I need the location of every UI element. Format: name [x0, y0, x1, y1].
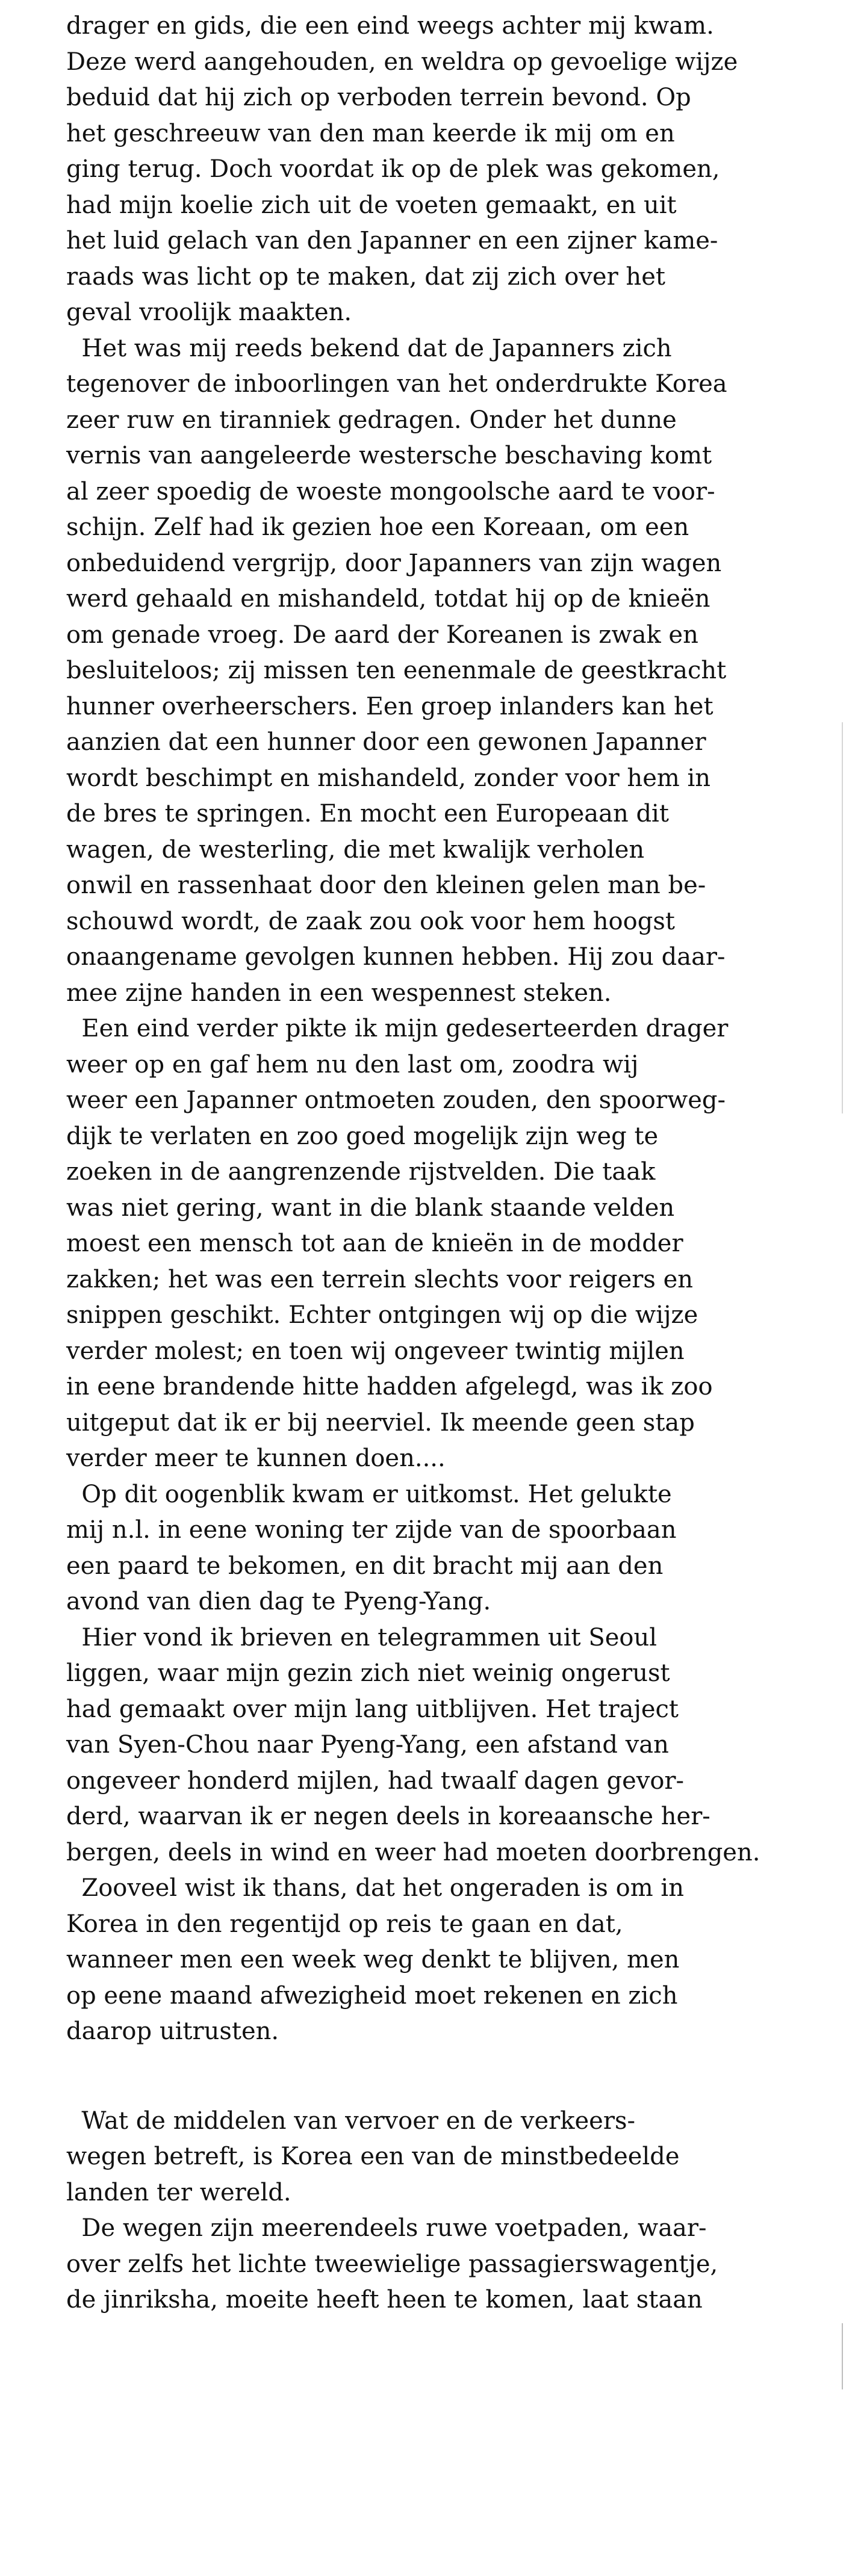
text-line: ging terug. Doch voordat ik op de plek was gekomen, — [66, 155, 720, 183]
text-line: weer een Japanner ontmoeten zouden, den spoorweg- — [66, 1086, 726, 1114]
text-line: wanneer men een week weg denkt te blijven, men — [66, 1946, 680, 1974]
text-line: Deze werd aangehouden, en weldra op gevoelige wijze — [66, 48, 738, 76]
text-line: wordt beschimpt en mishandeld, zonder voor hem in — [66, 764, 711, 792]
text-line: wagen, de westerling, die met kwalijk verholen — [66, 835, 645, 864]
section-break — [66, 2050, 819, 2104]
text-line: onbeduidend vergrijp, door Japanners van zijn wagen — [66, 549, 722, 577]
text-line: van Syen-Chou naar Pyeng-Yang, een afstand van — [66, 1731, 669, 1759]
text-line: de jinriksha, moeite heeft heen te komen, laat staan — [66, 2286, 703, 2314]
text-line: dijk te verlaten en zoo goed mogelijk zijn weg te — [66, 1122, 659, 1150]
text-line: beduid dat hij zich op verboden terrein bevond. Op — [66, 84, 691, 111]
text-line: derd, waarvan ik er negen deels in koreaansche her- — [66, 1803, 710, 1830]
text-line: De wegen zijn meerendeels ruwe voetpaden, waar- — [66, 2214, 707, 2242]
text-line: de bres te springen. En mocht een Europeaan dit — [66, 800, 669, 828]
text-line: wegen betreft, is Korea een van de minstbedeelde — [66, 2143, 680, 2170]
text-line: Hier vond ik brieven en telegrammen uit Seoul — [66, 1623, 657, 1652]
text-line: vernis van aangeleerde westersche beschaving komt — [66, 442, 712, 469]
text-line: ongeveer honderd mijlen, had twaalf dagen gevor- — [66, 1766, 685, 1795]
text-line: snippen geschikt. Echter ontgingen wij op die wijze — [66, 1301, 698, 1329]
text-line: zakken; het was een terrein slechts voor reigers en — [66, 1265, 694, 1293]
text-section-2 — [66, 2104, 819, 2318]
text-line: Zooveel wist ik thans, dat het ongeraden is om in — [66, 1874, 684, 1902]
text-line: werd gehaald en mishandeld, totdat hij op de knieën — [66, 585, 710, 613]
text-line: had mijn koelie zich uit de voeten gemaakt, en uit — [66, 191, 677, 219]
text-line: schouwd wordt, de zaak zou ook voor hem hoogst — [66, 907, 675, 935]
text-line: op eene maand afwezigheid moet rekenen en zich — [66, 1981, 678, 2010]
text-line: Op dit oogenblik kwam er uitkomst. Het gelukte — [66, 1480, 672, 1508]
text-line: was niet gering, want in die blank staande velden — [66, 1194, 675, 1222]
text-line: raads was licht op te maken, dat zij zich over het — [66, 262, 665, 291]
text-line: hunner overheerschers. Een groep inlanders kan het — [66, 692, 713, 720]
text-line: mij n.l. in eene woning ter zijde van de spoorbaan — [66, 1516, 677, 1544]
text-line: drager en gids, die een eind weegs achter mij kwam. — [66, 12, 714, 40]
text-line: Het was mij reeds bekend dat de Japanners zich — [66, 334, 672, 362]
margin-scan-mark — [842, 2323, 843, 2389]
text-line: avond van dien dag te Pyeng-Yang. — [66, 1588, 491, 1615]
text-line: het geschreeuw van den man keerde ik mij om en — [66, 119, 675, 147]
text-line: het luid gelach van den Japanner en een zijner kame- — [66, 227, 718, 255]
text-line: onaangename gevolgen kunnen hebben. Hij zou daar- — [66, 943, 726, 971]
text-line: landen ter wereld. — [66, 2178, 291, 2206]
text-line: zoeken in de aangrenzende rijstvelden. Die taak — [66, 1158, 656, 1186]
text-line: onwil en rassenhaat door den kleinen gelen man be- — [66, 872, 706, 899]
text-line: al zeer spoedig de woeste mongoolsche aard te voor- — [66, 477, 715, 506]
text-line: tegenover de inboorlingen van het onderdrukte Korea — [66, 370, 727, 398]
text-line: Wat de middelen van vervoer en de verkeers- — [66, 2107, 636, 2135]
text-line: besluiteloos; zij missen ten eenenmale de geestkracht — [66, 657, 727, 684]
text-line: om genade vroeg. De aard der Koreanen is zwak en — [66, 621, 698, 649]
text-line: weer op en gaf hem nu den last om, zoodra wij — [66, 1050, 639, 1079]
text-line: verder molest; en toen wij ongeveer twintig mijlen — [66, 1337, 685, 1365]
text-line: had gemaakt over mijn lang uitblijven. Het traject — [66, 1695, 679, 1723]
text-line: daarop uitrusten. — [66, 2017, 279, 2045]
text-line: liggen, waar mijn gezin zich niet weinig ongerust — [66, 1659, 670, 1687]
text-line: uitgeput dat ik er bij neerviel. Ik meende geen stap — [66, 1408, 695, 1437]
text-line: over zelfs het lichte tweewielige passagierswagentje, — [66, 2250, 718, 2278]
text-line: Korea in den regentijd op reis te gaan en dat, — [66, 1910, 623, 1938]
text-line: aanzien dat een hunner door een gewonen Japanner — [66, 728, 706, 756]
text-line: bergen, deels in wind en weer had moeten doorbrengen. — [66, 1838, 760, 1866]
text-line: moest een mensch tot aan de knieën in de modder — [66, 1230, 683, 1257]
text-line: schijn. Zelf had ik gezien hoe een Koreaan, om een — [66, 513, 689, 541]
text-line: een paard te bekomen, en dit bracht mij aan den — [66, 1552, 664, 1580]
body-text — [66, 8, 819, 2318]
text-line: Een eind verder pikte ik mijn gedeserteerden drager — [66, 1015, 729, 1042]
margin-scan-mark — [842, 722, 843, 1113]
text-line: mee zijne handen in een wespennest steken. — [66, 979, 612, 1007]
text-line: zeer ruw en tiranniek gedragen. Onder het dunne — [66, 406, 677, 434]
text-line: geval vroolijk maakten. — [66, 299, 352, 326]
text-line: in eene brandende hitte hadden afgelegd, was ik zoo — [66, 1373, 713, 1401]
text-line: verder meer te kunnen doen.... — [66, 1444, 446, 1472]
text-section-1 — [66, 8, 819, 2050]
